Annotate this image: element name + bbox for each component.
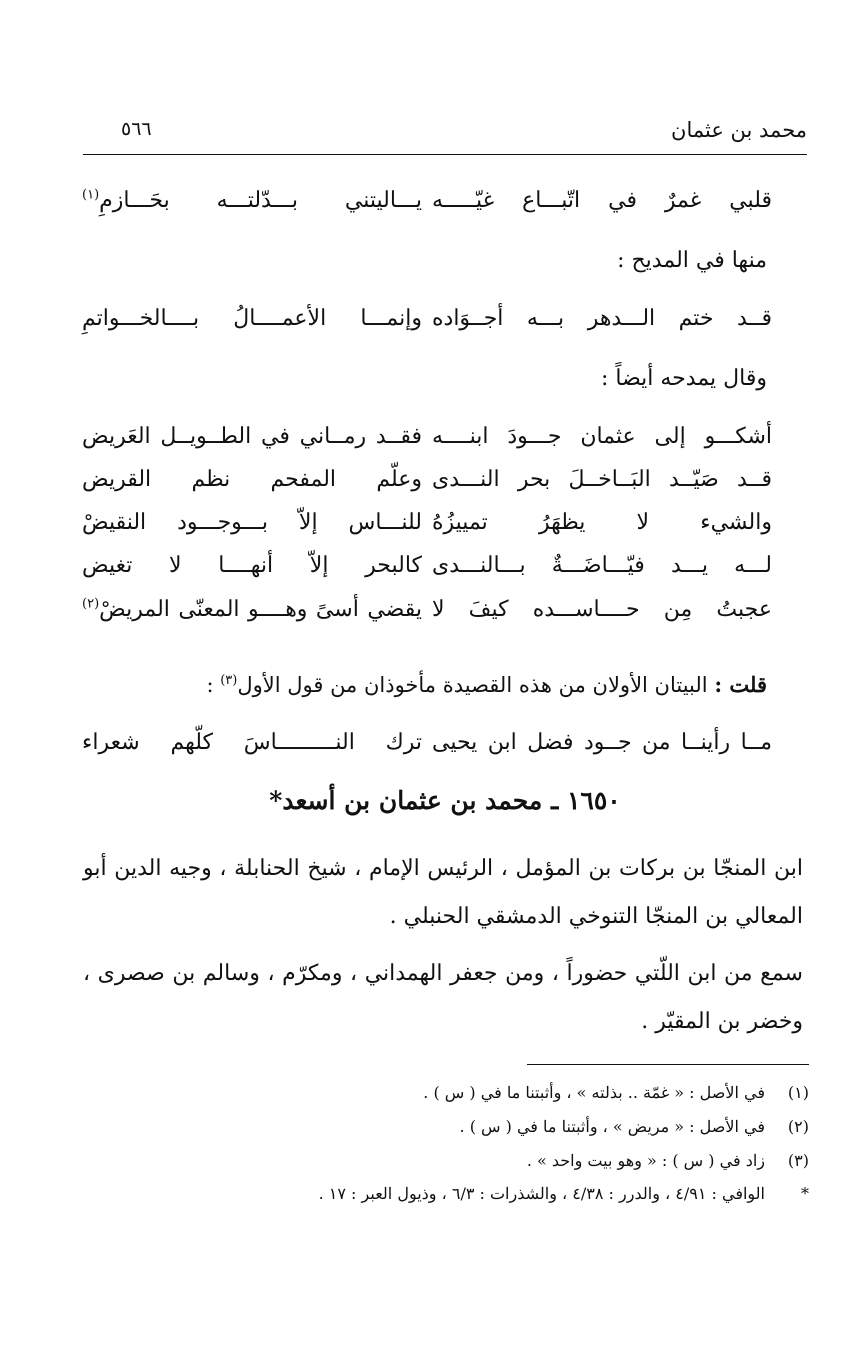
verse-intro: منها في المديح : bbox=[617, 248, 767, 273]
verse-first-hemistich: لـــه يـــد فيّـــاضَـــةٌ بـــالنـــدى bbox=[432, 553, 772, 578]
editor-note-tail: : bbox=[206, 673, 221, 697]
footnote-marker: (٣) bbox=[787, 1151, 809, 1170]
hemistich-text: يقضي أسىً وهــــو المعنّى المريضْ bbox=[99, 597, 422, 622]
verse-second-hemistich: كالبحر إلاّ أنهــــا لا تغيض bbox=[82, 553, 422, 578]
verse-line bbox=[82, 730, 772, 770]
poem-line bbox=[82, 597, 772, 637]
verse-first-hemistich: قلبي غمرٌ في اتّبـــاع غيّـــــه bbox=[432, 188, 772, 213]
verse-second-hemistich bbox=[82, 188, 422, 213]
footnote-ref: (٣) bbox=[220, 673, 238, 688]
footnote-text: الوافي : ٤/٩١ ، والدرر : ٤/٣٨ ، والشذرات : ٦/٣ ، وذيول العبر : ١٧ . bbox=[318, 1184, 765, 1203]
footnote-marker: * bbox=[801, 1184, 809, 1203]
page-header bbox=[83, 114, 807, 155]
footnote-text: في الأصل : « غمّة .. بذلته » ، وأثبتنا ما في ( س ) . bbox=[423, 1083, 765, 1102]
poem-line bbox=[82, 467, 772, 507]
verse-second-hemistich: للنـــاس إلاّ بـــوجـــود النقيضْ bbox=[82, 510, 422, 535]
editor-note-label: قلت : bbox=[714, 672, 767, 697]
poem-line bbox=[82, 553, 772, 593]
running-title: محمد بن عثمان bbox=[671, 118, 807, 142]
verse-intro: وقال يمدحه أيضاً : bbox=[600, 366, 767, 391]
footnote-text: زاد في ( س ) : « وهو بيت واحد » . bbox=[526, 1151, 765, 1170]
verse-line bbox=[82, 306, 772, 346]
verse-second-hemistich: فقــد رمــاني في الطــويــل العَريض bbox=[82, 424, 422, 449]
footnote-ref: (١) bbox=[82, 187, 100, 203]
poem-line bbox=[82, 510, 772, 550]
editor-note bbox=[206, 672, 767, 697]
verse-line bbox=[82, 188, 772, 228]
verse-first-hemistich: أشكـــو إلى عثمان جـــودَ ابنــــه bbox=[432, 424, 772, 449]
verse-second-hemistich bbox=[82, 597, 422, 622]
poem-line bbox=[82, 424, 772, 464]
footnote bbox=[109, 1184, 809, 1203]
entry-paragraph: ابن المنجّا بن بركات بن المؤمل ، الرئيس الإمام ، شيخ الحنابلة ، وجيه الدين أبو المعالي بن المنجّا التنوخي الدمشقي الحنبلي . bbox=[83, 856, 803, 929]
verse-first-hemistich: والشيء لا يظهَرُ تمييزُهُ bbox=[432, 510, 772, 535]
hemistich-text: يـــاليتني بـــدّلتـــه بحَـــازمِ bbox=[99, 188, 422, 213]
entry-paragraph: سمع من ابن اللّتي حضوراً ، ومن جعفر الهمداني ، ومكرّم ، وسالم بن صصرى ، وخضر بن المقيّر . bbox=[83, 961, 803, 1034]
editor-note-text: البيتان الأولان من هذه القصيدة مأخوذان من قول الأول bbox=[237, 673, 708, 697]
page-number: ٥٦٦ bbox=[121, 118, 152, 140]
verse-first-hemistich: قــد ختم الـــدهر بـــه أجــوَاده bbox=[432, 306, 772, 331]
verse-first-hemistich: عجبتُ مِن حــــاســـده كيفَ لا bbox=[432, 597, 772, 622]
verse-second-hemistich: ترك النـــــــــاسَ كلّهم شعراء bbox=[82, 730, 422, 755]
entry-heading: ١٦٥٠ ـ محمد بن عثمان بن أسعد* bbox=[269, 786, 621, 815]
footnote bbox=[109, 1151, 809, 1170]
footnote bbox=[109, 1117, 809, 1136]
verse-second-hemistich: وعلّم المفحم نظم القريض bbox=[82, 467, 422, 492]
footnote bbox=[109, 1083, 809, 1102]
verse-first-hemistich: قــد صَيّــد البَــاخــلَ بحر النـــدى bbox=[432, 467, 772, 492]
footnote-marker: (١) bbox=[787, 1083, 809, 1102]
footnote-text: في الأصل : « مريض » ، وأثبتنا ما في ( س ) . bbox=[459, 1117, 765, 1136]
footnote-ref: (٢) bbox=[82, 596, 100, 612]
footnote-divider bbox=[527, 1064, 809, 1065]
footnote-marker: (٢) bbox=[787, 1117, 809, 1136]
verse-first-hemistich: مــا رأينــا من جــود فضل ابن يحيى bbox=[432, 730, 772, 755]
verse-second-hemistich: وإنمـــا الأعمــــالُ بــــالخـــواتمِ bbox=[82, 306, 422, 331]
